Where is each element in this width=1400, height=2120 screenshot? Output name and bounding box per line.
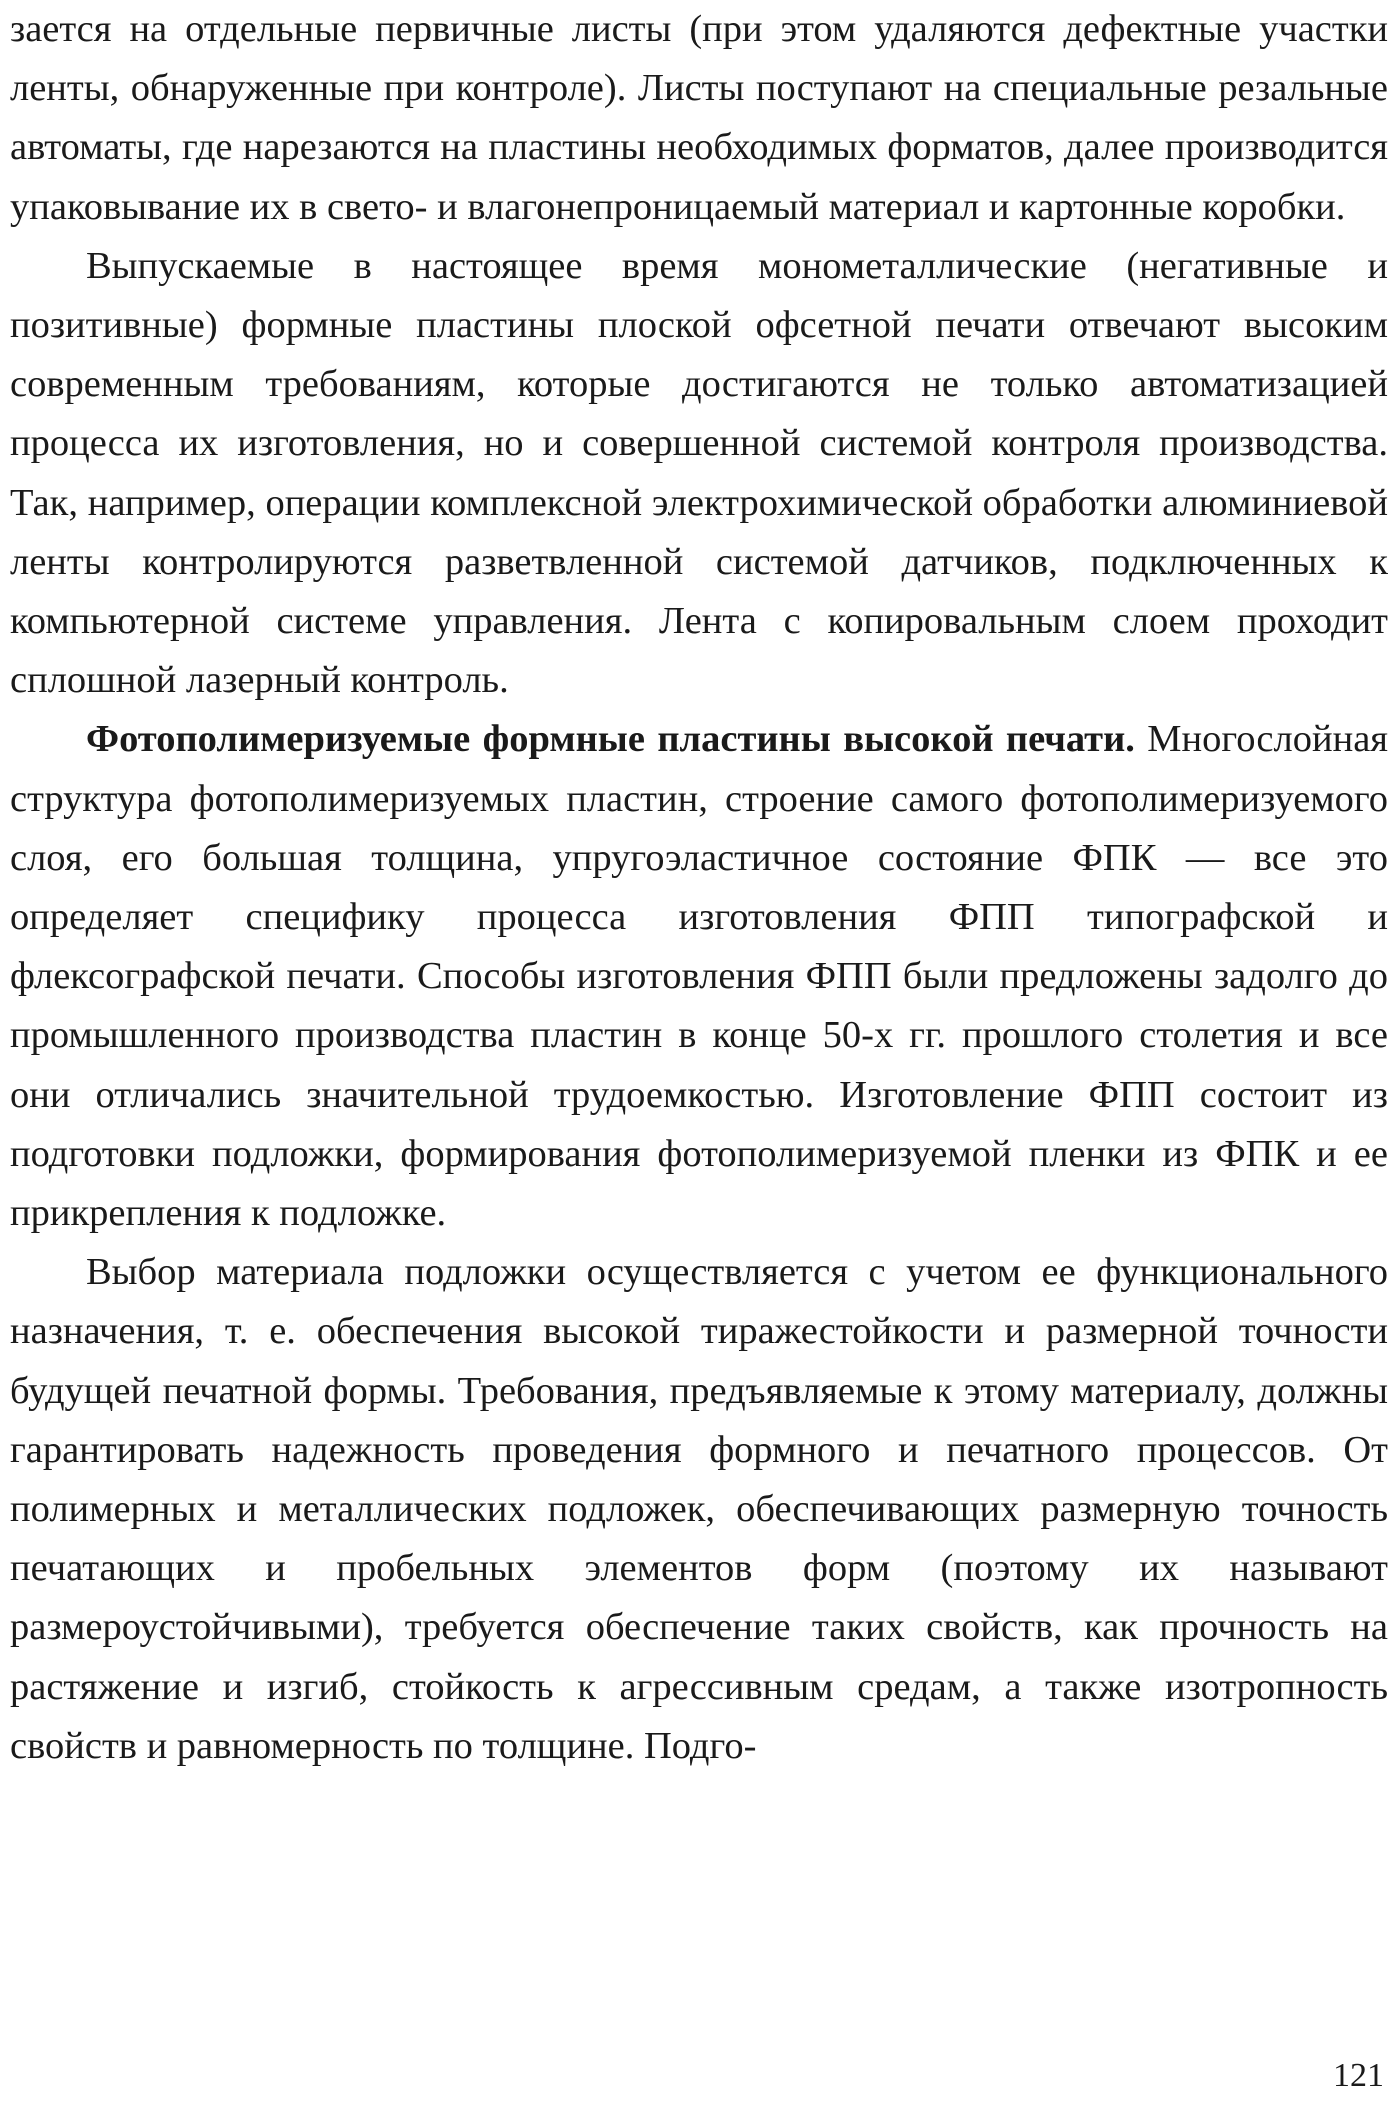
paragraph-text: зается на отдельные первичные листы (при этом удаляются дефектные участки ленты, обнаруженные при контроле). Листы поступают на специальные резальные автоматы, где нарезаются на пластины необходимых форматов, далее производится упаковывание их в свето- и влагонепроницаемый материал и картонные коробки. (10, 8, 1388, 228)
paragraph-photopolymer-plates (10, 710, 1388, 1243)
paragraph-text: Многослойная структура фотополимеризуемых пластин, строение самого фотополимеризуемого слоя, его большая толщина, упругоэластичное состояние ФПК — все это определяет специфику процесса изготовления ФПП типографской и флексографской печати. Способы изготовления ФПП были предложены задолго до промышленного производства пластин в конце 50-х гг. прошлого столетия и все они отличались значительной трудоемкостью. Изготовление ФПП состоит из подготовки подложки, формирования фотополимеризуемой пленки из ФПК и ее прикрепления к подложке. (10, 718, 1388, 1235)
paragraph-text: Выпускаемые в настоящее время монометаллические (негативные и позитивные) формные пластины плоской офсетной печати отвечают высоким современным требованиям, которые достигаются не только автоматизацией процесса их изготовления, но и совершенной системой контроля производства. Так, например, операции комплексной электрохимической обработки алюминиевой ленты контролируются разветвленной системой датчиков, подключенных к компьютерной системе управления. Лента с копировальным слоем проходит сплошной лазерный контроль. (10, 244, 1388, 702)
book-page (10, 0, 1388, 2120)
paragraph-substrate-choice (10, 1243, 1388, 1776)
paragraph-monometallic-plates (10, 237, 1388, 711)
section-run-in-heading: Фотополимеризуемые формные пластины высокой печати. (86, 718, 1135, 761)
paragraph-continuation (10, 0, 1388, 237)
body-text (10, 0, 1388, 1776)
page-number: 121 (1333, 2057, 1384, 2094)
paragraph-text: Выбор материала подложки осуществляется с учетом ее функционального назначения, т. е. обеспечения высокой тиражестойкости и размерной точности будущей печатной формы. Требования, предъявляемые к этому материалу, должны гарантировать надежность проведения формного и печатного процессов. От полимерных и металлических подложек, обеспечивающих размерную точность печатающих и пробельных элементов форм (поэтому их называют размероустойчивыми), требуется обеспечение таких свойств, как прочность на растяжение и изгиб, стойкость к агрессивным средам, а также изотропность свойств и равномерность по толщине. Подго- (10, 1251, 1388, 1767)
